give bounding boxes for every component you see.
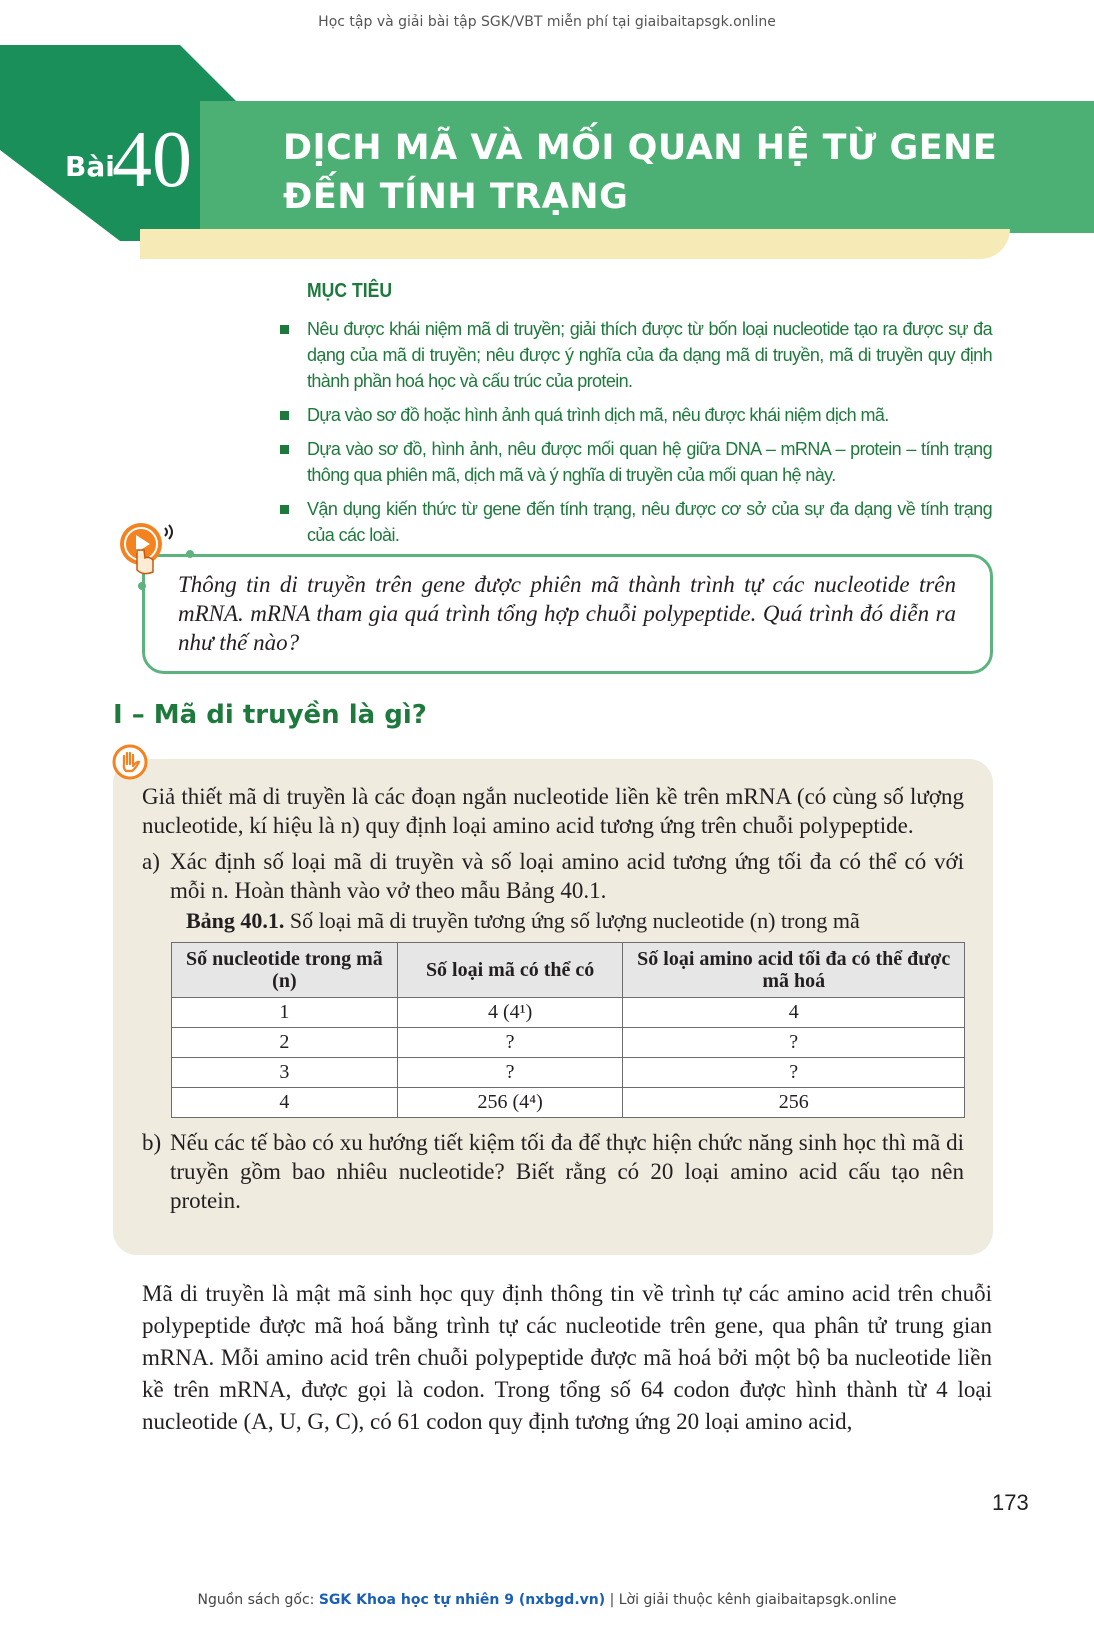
lesson-number: 40 [112, 116, 192, 204]
page-title-line-1: DỊCH MÃ VÀ MỐI QUAN HỆ TỪ GENE [283, 128, 998, 168]
objective-item: Vận dụng kiến thức từ gene đến tính trạng, nêu được cơ sở của sự đa dạng về tính trạng của các loài. [280, 496, 992, 548]
title-underline-band [140, 229, 1010, 259]
codon-table [171, 942, 965, 1118]
objectives-heading: MỤC TIÊU [307, 280, 393, 302]
lesson-label: Bài [65, 150, 115, 183]
intro-question-text: Thông tin di truyền trên gene được phiên mã thành trình tự các nucleotide trên mRNA. mRNA tham gia quá trình tổng hợp chuỗi polypeptide. Quá trình đó diễn ra như thế nào? [178, 572, 956, 655]
table-cell: 4 [623, 998, 965, 1028]
footer-prefix: Nguồn sách gốc: [197, 1592, 319, 1608]
objective-item: Dựa vào sơ đồ hoặc hình ảnh quá trình dịch mã, nêu được khái niệm dịch mã. [280, 402, 992, 428]
body-paragraph: Mã di truyền là mật mã sinh học quy định thông tin về trình tự các amino acid trên chuỗi polypeptide được mã hoá bằng trình tự các nucleotide trên gene, qua phân tử trung gian mRNA. Mỗi amino acid trên chuỗi polypeptide được mã hoá bởi một bộ ba nucleotide liền kề trên mRNA, được gọi là codon. Trong tổng số 64 codon được hình thành từ 4 loại nucleotide (A, U, G, C), có 61 codon quy định tương ứng 20 loại amino acid, [142, 1281, 992, 1434]
bullet-square-icon [280, 325, 289, 334]
table-row [172, 998, 965, 1028]
table-cell: 256 [623, 1088, 965, 1118]
activity-intro: Giả thiết mã di truyền là các đoạn ngắn nucleotide liền kề trên mRNA (có cùng số lượng nucleotide, kí hiệu là n) quy định loại amino acid tương ứng trên chuỗi polypeptide. [142, 784, 964, 838]
hand-icon [112, 744, 148, 780]
question-a-text: Xác định số loại mã di truyền và số loại amino acid tương ứng tối đa có thể có với mỗi n. Hoàn thành vào vở theo mẫu Bảng 40.1. [170, 849, 964, 903]
page-number: 173 [992, 1490, 1029, 1515]
bullet-square-icon [280, 445, 289, 454]
table-caption [186, 907, 860, 935]
table-caption-text: Số loại mã di truyền tương ứng số lượng nucleotide (n) trong mã [284, 908, 860, 933]
table-cell: 256 (4⁴) [397, 1088, 623, 1118]
table-caption-number: Bảng 40.1. [186, 908, 285, 933]
bullet-square-icon [280, 411, 289, 420]
question-b [142, 1128, 964, 1215]
page-title [283, 124, 1063, 222]
table-cell: ? [623, 1028, 965, 1058]
table-cell: 4 [172, 1088, 398, 1118]
table-row [172, 1058, 965, 1088]
question-b-text: Nếu các tế bào có xu hướng tiết kiệm tối đa để thực hiện chức năng sinh học thì mã di truyền gồm bao nhiêu nucleotide? Biết rằng có 20 loại amino acid cấu tạo nên protein. [170, 1130, 964, 1213]
footer-source-link[interactable]: SGK Khoa học tự nhiên 9 (nxbgd.vn) [318, 1592, 606, 1608]
table-cell: 3 [172, 1058, 398, 1088]
table-cell: 4 (4¹) [397, 998, 623, 1028]
bullet-square-icon [280, 505, 289, 514]
table-cell: 2 [172, 1028, 398, 1058]
objective-item: Dựa vào sơ đồ, hình ảnh, nêu được mối quan hệ giữa DNA – mRNA – protein – tính trạng thông qua phiên mã, dịch mã và ý nghĩa di truyền của mối quan hệ này. [280, 436, 992, 488]
table-row [172, 1088, 965, 1118]
objective-item: Nêu được khái niệm mã di truyền; giải thích được từ bốn loại nucleotide tạo ra được sự đa dạng của mã di truyền; nêu được ý nghĩa của đa dạng mã di truyền, mã di truyền quy định thành phần hoá học và cấu trúc của protein. [280, 316, 992, 394]
footer-source [0, 1592, 1094, 1608]
audio-play-icon[interactable] [117, 520, 181, 584]
footer-suffix: | Lời giải thuộc kênh giaibaitapsgk.online [605, 1592, 897, 1608]
section-title: I – Mã di truyền là gì? [113, 700, 427, 730]
table-header-cell: Số loại mã có thể có [397, 943, 623, 998]
page-title-line-2: ĐẾN TÍNH TRẠNG [283, 177, 629, 217]
question-b-label: b) [142, 1130, 162, 1155]
connector-dot-icon [185, 548, 195, 560]
connector-dot-icon [137, 580, 147, 592]
table-header-cell: Số loại amino acid tối đa có thể được mã hoá [623, 943, 965, 998]
table-cell: ? [397, 1058, 623, 1088]
table-cell: ? [623, 1058, 965, 1088]
table-row [172, 1028, 965, 1058]
objectives-list [280, 316, 992, 556]
question-a-label: a) [142, 849, 160, 874]
question-a [142, 847, 964, 905]
table-cell: 1 [172, 998, 398, 1028]
table-header-row [172, 943, 965, 998]
table-cell: ? [397, 1028, 623, 1058]
table-header-cell: Số nucleotide trong mã (n) [172, 943, 398, 998]
top-source-note: Học tập và giải bài tập SGK/VBT miễn phí tại giaibaitapsgk.online [318, 14, 776, 30]
